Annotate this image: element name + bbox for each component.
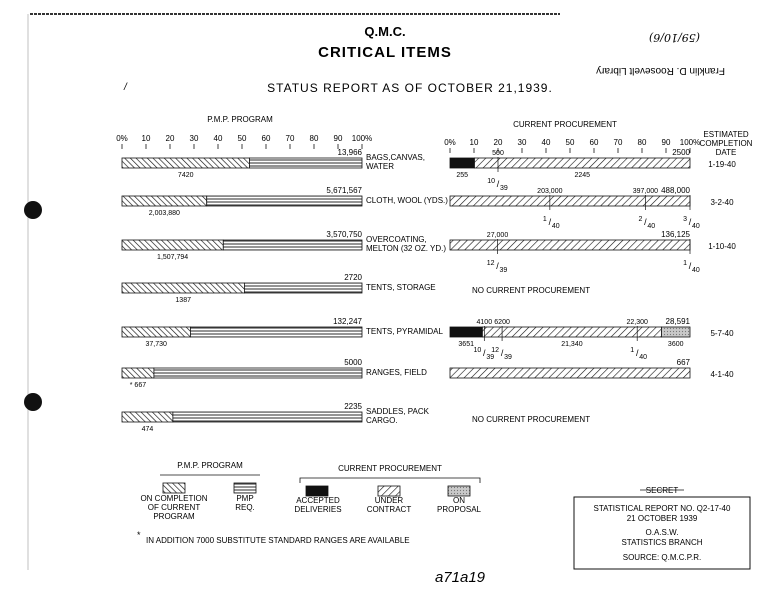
legend-under-contract-line1: UNDER <box>374 496 404 505</box>
item-label: TENTS, PYRAMIDAL <box>366 327 443 336</box>
left-tick-label: 90 <box>333 134 343 143</box>
report-box <box>574 486 750 569</box>
legend-swatch-under-contract <box>378 486 400 496</box>
chart-row <box>122 186 734 230</box>
left-tick-label: 70 <box>285 134 295 143</box>
left-panel-title: P.M.P. PROGRAM <box>207 115 273 124</box>
legend-accepted-line2: DELIVERIES <box>294 505 342 514</box>
legend-swatch-pmp-req <box>234 483 256 493</box>
legend-swatch-on-completion <box>163 483 185 493</box>
milestone-year: 40 <box>692 267 700 274</box>
report-classification: SECRET <box>645 486 679 495</box>
agency-title: Q.M.C. <box>364 24 406 39</box>
punch-hole <box>24 393 42 411</box>
legend-on-completion-line3: PROGRAM <box>153 512 195 521</box>
pmp-on-completion-label: 1,507,794 <box>157 254 189 261</box>
procurement-bar-on-proposal <box>661 327 690 337</box>
right-tick-label: 0% <box>444 138 456 147</box>
pmp-on-completion-label: 37,730 <box>145 341 167 348</box>
completion-date: 5-7-40 <box>710 329 734 338</box>
left-tick-label: 0% <box>116 134 128 143</box>
left-tick-label: 30 <box>189 134 199 143</box>
pmp-bar-on-completion <box>122 158 249 168</box>
procurement-total-label: 2500 <box>672 148 690 157</box>
procurement-milestone-label: 500 <box>492 150 504 157</box>
procurement-bar-accepted <box>450 327 482 337</box>
right-tick-label: 80 <box>637 138 647 147</box>
left-axis-ticks <box>116 134 372 149</box>
pmp-on-completion-label: * 667 <box>129 382 147 389</box>
milestone-month: 12 <box>491 347 500 354</box>
procurement-milestone-label: 4100 <box>476 319 493 326</box>
left-tick-label: 60 <box>261 134 271 143</box>
item-label: BAGS,CANVAS, <box>366 153 425 162</box>
pmp-total-label: 5,671,567 <box>326 186 362 195</box>
milestone-year: 39 <box>500 185 508 192</box>
legend-procurement-bracket <box>300 478 480 483</box>
milestone-slash: / <box>496 261 499 271</box>
item-label: WATER <box>366 162 394 171</box>
legend-pmp-heading: P.M.P. PROGRAM <box>177 461 243 470</box>
procurement-milestone-label: 203,000 <box>537 188 563 195</box>
procurement-bar-under-contract <box>474 158 690 168</box>
procurement-segment-label: 21,340 <box>561 341 583 348</box>
procurement-bar-under-contract <box>450 196 690 206</box>
procurement-total-label: 28,591 <box>665 317 690 326</box>
report-line5: SOURCE: Q.M.C.P.R. <box>622 553 702 562</box>
pmp-total-label: 13,966 <box>337 148 362 157</box>
milestone-month: 12 <box>486 260 495 267</box>
milestone-slash: / <box>644 217 647 227</box>
left-tick-label: 50 <box>237 134 247 143</box>
pmp-bar-on-completion <box>122 327 190 337</box>
pmp-total-label: 3,570,750 <box>326 230 362 239</box>
milestone-month: 3 <box>683 216 687 223</box>
procurement-segment-label: 255 <box>456 172 469 179</box>
pmp-bar-requirement <box>223 240 362 250</box>
footnote-text: IN ADDITION 7000 SUBSTITUTE STANDARD RANGES ARE AVAILABLE <box>146 536 410 545</box>
chart-row <box>122 402 590 433</box>
pmp-on-completion-label: 7420 <box>177 172 194 179</box>
legend-on-completion-line2: OF CURRENT <box>147 503 201 512</box>
pmp-total-label: 2720 <box>344 273 362 282</box>
procurement-bar-under-contract <box>450 240 690 250</box>
right-panel-title: CURRENT PROCUREMENT <box>513 120 617 129</box>
procurement-milestone-label: 397,000 <box>632 188 659 195</box>
item-label: RANGES, FIELD <box>366 368 427 377</box>
chart-row <box>122 230 736 274</box>
milestone-slash: / <box>688 217 692 227</box>
stamp-library: Franklin D. Roosevelt Library <box>596 65 725 76</box>
milestone-year: 40 <box>647 223 656 230</box>
right-tick-label: 60 <box>589 138 599 147</box>
legend-swatch-on-proposal <box>448 486 470 496</box>
item-label: CLOTH, WOOL (YDS.) <box>366 196 448 205</box>
milestone-slash: / <box>688 261 692 271</box>
milestone-year: 39 <box>504 354 512 361</box>
pmp-on-completion-label: 2,003,880 <box>148 210 180 217</box>
page-title: CRITICAL ITEMS <box>318 44 452 61</box>
page-subtitle: STATUS REPORT AS OF OCTOBER 21,1939. <box>267 81 553 95</box>
milestone-month: 1 <box>542 216 547 223</box>
stray-mark: / <box>124 82 127 93</box>
completion-date: 1-19-40 <box>708 160 736 169</box>
right-tick-label: 90 <box>661 138 671 147</box>
milestone-slash: / <box>500 348 504 358</box>
pmp-bar-requirement <box>190 327 362 337</box>
report-line2: 21 OCTOBER 1939 <box>626 514 698 523</box>
completion-date: 3-2-40 <box>710 198 734 207</box>
milestone-month: 10 <box>473 347 482 354</box>
pmp-total-label: 2235 <box>344 402 362 411</box>
procurement-segment-label: 2245 <box>574 172 591 179</box>
legend-accepted-line1: ACCEPTED <box>296 496 340 505</box>
report-line1: STATISTICAL REPORT NO. Q2-17-40 <box>593 504 731 513</box>
pmp-total-label: 5000 <box>344 358 362 367</box>
milestone-year: 40 <box>639 354 647 361</box>
right-tick-label: 70 <box>613 138 623 147</box>
punch-hole <box>24 201 42 219</box>
left-tick-label: 20 <box>165 134 175 143</box>
footnote-asterisk: * <box>137 530 141 540</box>
pmp-bar-on-completion <box>122 412 173 422</box>
pmp-bar-requirement <box>249 158 362 168</box>
pmp-bar-on-completion <box>122 283 244 293</box>
left-tick-label: 10 <box>141 134 151 143</box>
legend-on-proposal-line2: PROPOSAL <box>436 505 482 514</box>
stamp-handwriting: (59/10/6) <box>649 31 700 44</box>
pmp-total-label: 132,247 <box>333 317 362 326</box>
procurement-bar-under-contract <box>450 368 690 378</box>
procurement-segment-label: 3600 <box>667 341 684 348</box>
item-label: MELTON (32 OZ. YD.) <box>366 244 447 253</box>
pmp-bar-requirement <box>244 283 362 293</box>
legend-on-completion-line1: ON COMPLETION <box>140 494 208 503</box>
item-label: CARGO. <box>366 416 398 425</box>
pmp-bar-on-completion <box>122 240 223 250</box>
item-label: OVERCOATING, <box>366 235 427 244</box>
right-tick-label: 30 <box>517 138 527 147</box>
right-tick-label: 20 <box>493 138 503 147</box>
milestone-month: 1 <box>683 260 687 267</box>
item-label: SADDLES, PACK <box>366 407 429 416</box>
milestone-month: 2 <box>638 216 643 223</box>
legend-procurement-heading: CURRENT PROCUREMENT <box>338 464 442 473</box>
chart-row <box>122 317 734 361</box>
legend-pmp-req-line1: PMP <box>236 494 254 503</box>
chart-rows <box>122 148 736 433</box>
completion-date: 1-10-40 <box>708 242 736 251</box>
procurement-total-label: 667 <box>676 358 690 367</box>
pmp-bar-requirement <box>207 196 362 206</box>
report-line4: STATISTICS BRANCH <box>621 538 703 547</box>
procurement-total-label: 136,125 <box>661 230 690 239</box>
procurement-milestone-label: 6200 <box>494 319 510 326</box>
legend-on-proposal-line1: ON <box>453 496 465 505</box>
milestone-slash: / <box>483 348 486 358</box>
procurement-bar-under-contract <box>482 327 661 337</box>
procurement-bar-accepted <box>450 158 474 168</box>
pmp-on-completion-label: 474 <box>141 426 154 433</box>
left-tick-label: 80 <box>309 134 319 143</box>
no-procurement-text: NO CURRENT PROCUREMENT <box>472 286 591 295</box>
milestone-slash: / <box>548 217 552 227</box>
legend-under-contract-line2: CONTRACT <box>366 505 412 514</box>
date-header-line1: ESTIMATED <box>703 130 749 139</box>
left-tick-label: 100% <box>351 134 373 143</box>
milestone-month: 1 <box>630 347 635 354</box>
date-header-line3: DATE <box>715 148 737 157</box>
right-tick-label: 40 <box>541 138 551 147</box>
date-header-line2: COMPLETION <box>699 139 753 148</box>
item-label: TENTS, STORAGE <box>366 283 436 292</box>
pmp-on-completion-label: 1387 <box>175 297 191 304</box>
milestone-slash: / <box>635 348 639 358</box>
milestone-slash: / <box>496 179 500 189</box>
right-tick-label: 50 <box>565 138 575 147</box>
milestone-year: 39 <box>486 354 495 361</box>
pmp-bar-on-completion <box>122 368 154 378</box>
legend-pmp-req-line2: REQ. <box>235 503 255 512</box>
milestone-year: 39 <box>499 267 508 274</box>
legend-swatch-accepted <box>306 486 328 496</box>
chart-row <box>122 273 590 304</box>
pmp-bar-requirement <box>154 368 362 378</box>
no-procurement-text: NO CURRENT PROCUREMENT <box>472 415 591 424</box>
handwritten-number: a71a19 <box>434 569 486 586</box>
report-line3: O.A.S.W. <box>645 528 679 537</box>
pmp-bar-on-completion <box>122 196 207 206</box>
procurement-total-label: 488,000 <box>661 186 690 195</box>
right-axis-ticks <box>444 138 700 153</box>
right-tick-label: 100% <box>679 138 701 147</box>
chart-row <box>122 148 736 192</box>
milestone-month: 10 <box>487 178 495 185</box>
procurement-milestone-label: 27,000 <box>486 232 509 239</box>
milestone-year: 40 <box>692 223 700 230</box>
pmp-bar-requirement <box>173 412 362 422</box>
completion-date: 4-1-40 <box>710 370 734 379</box>
left-tick-label: 40 <box>213 134 223 143</box>
right-tick-label: 10 <box>469 138 479 147</box>
procurement-segment-label: 3651 <box>458 341 474 348</box>
chart-row <box>122 358 734 389</box>
legend <box>140 461 481 521</box>
milestone-year: 40 <box>551 223 560 230</box>
procurement-milestone-label: 22,300 <box>626 319 648 326</box>
